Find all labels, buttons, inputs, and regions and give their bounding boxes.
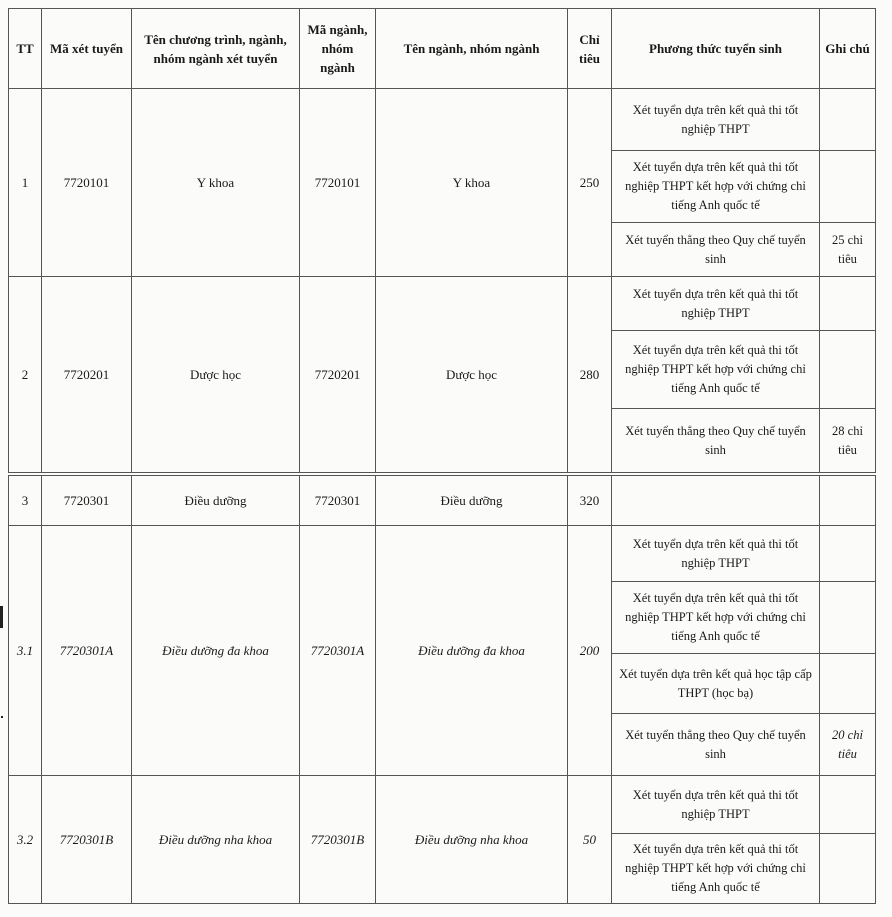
note-cell <box>820 654 876 714</box>
row-chi-tieu: 250 <box>568 89 612 277</box>
row-ma-nganh: 7720301A <box>300 526 376 776</box>
row-tt: 3.1 <box>9 526 42 776</box>
note-cell <box>820 331 876 409</box>
row-ten-nganh: Điều dưỡng nha khoa <box>376 776 568 904</box>
row-ten-nganh: Điều dưỡng <box>376 476 568 526</box>
row-chi-tieu: 280 <box>568 277 612 473</box>
note-cell <box>820 582 876 654</box>
header-row <box>9 9 876 89</box>
row-ten-chuong-trinh: Điều dưỡng nha khoa <box>132 776 300 904</box>
note-cell <box>820 277 876 331</box>
method-cell: Xét tuyển dựa trên kết quả thi tốt nghiệp THPT kết hợp với chứng chỉ tiếng Anh quốc tế <box>612 582 820 654</box>
row-chi-tieu: 50 <box>568 776 612 904</box>
note-cell: 25 chỉ tiêu <box>820 223 876 277</box>
row-ma-xet-tuyen: 7720101 <box>42 89 132 277</box>
header-ghi-chu: Ghi chú <box>820 9 876 89</box>
header-phuong-thuc: Phương thức tuyển sinh <box>612 9 820 89</box>
row-ten-nganh: Điều dưỡng đa khoa <box>376 526 568 776</box>
row-ma-nganh: 7720101 <box>300 89 376 277</box>
method-cell: Xét tuyển thẳng theo Quy chế tuyển sinh <box>612 409 820 473</box>
note-cell <box>820 526 876 582</box>
row-ma-xet-tuyen: 7720301 <box>42 476 132 526</box>
method-cell: Xét tuyển thẳng theo Quy chế tuyển sinh <box>612 223 820 277</box>
note-cell: 20 chỉ tiêu <box>820 714 876 776</box>
row-ten-chuong-trinh: Điều dưỡng <box>132 476 300 526</box>
header-ma-nganh: Mã ngành, nhóm ngành <box>300 9 376 89</box>
header-ten-nganh: Tên ngành, nhóm ngành <box>376 9 568 89</box>
header-tt: TT <box>9 9 42 89</box>
row-ma-xet-tuyen: 7720301A <box>42 526 132 776</box>
header-chi-tieu: Chỉ tiêu <box>568 9 612 89</box>
method-cell: Xét tuyển dựa trên kết quả thi tốt nghiệp THPT <box>612 277 820 331</box>
note-cell: 28 chỉ tiêu <box>820 409 876 473</box>
method-cell: Xét tuyển dựa trên kết quả thi tốt nghiệp THPT <box>612 776 820 834</box>
method-cell: Xét tuyển dựa trên kết quả thi tốt nghiệp THPT <box>612 89 820 151</box>
row-ma-nganh: 7720301 <box>300 476 376 526</box>
table-row <box>9 776 876 834</box>
row-chi-tieu: 200 <box>568 526 612 776</box>
row-tt: 2 <box>9 277 42 473</box>
method-cell <box>612 476 820 526</box>
row-ten-chuong-trinh: Điều dưỡng đa khoa <box>132 526 300 776</box>
row-ten-chuong-trinh: Dược học <box>132 277 300 473</box>
scan-edge-mark <box>0 606 3 628</box>
table-row <box>9 89 876 151</box>
table-row <box>9 277 876 331</box>
note-cell <box>820 476 876 526</box>
row-ma-xet-tuyen: 7720201 <box>42 277 132 473</box>
note-cell <box>820 89 876 151</box>
row-ma-xet-tuyen: 7720301B <box>42 776 132 904</box>
header-ma-xet-tuyen: Mã xét tuyển <box>42 9 132 89</box>
table-row <box>9 476 876 526</box>
admissions-table-part-2 <box>8 475 876 904</box>
row-ten-nganh: Y khoa <box>376 89 568 277</box>
note-cell <box>820 776 876 834</box>
method-cell: Xét tuyển dựa trên kết quả thi tốt nghiệp THPT kết hợp với chứng chỉ tiếng Anh quốc tế <box>612 331 820 409</box>
row-tt: 3.2 <box>9 776 42 904</box>
table-row <box>9 526 876 582</box>
row-chi-tieu: 320 <box>568 476 612 526</box>
row-ten-nganh: Dược học <box>376 277 568 473</box>
note-cell <box>820 151 876 223</box>
method-cell: Xét tuyển dựa trên kết quả thi tốt nghiệp THPT kết hợp với chứng chỉ tiếng Anh quốc tế <box>612 151 820 223</box>
row-tt: 1 <box>9 89 42 277</box>
scan-edge-dot <box>1 716 3 718</box>
row-ma-nganh: 7720201 <box>300 277 376 473</box>
admissions-table-part-1 <box>8 8 876 473</box>
method-cell: Xét tuyển dựa trên kết quả thi tốt nghiệp THPT <box>612 526 820 582</box>
method-cell: Xét tuyển thẳng theo Quy chế tuyển sinh <box>612 714 820 776</box>
row-tt: 3 <box>9 476 42 526</box>
method-cell: Xét tuyển dựa trên kết quả thi tốt nghiệp THPT kết hợp với chứng chỉ tiếng Anh quốc tế <box>612 834 820 904</box>
row-ten-chuong-trinh: Y khoa <box>132 89 300 277</box>
note-cell <box>820 834 876 904</box>
row-ma-nganh: 7720301B <box>300 776 376 904</box>
method-cell: Xét tuyển dựa trên kết quả học tập cấp THPT (học bạ) <box>612 654 820 714</box>
header-ten-chuong-trinh: Tên chương trình, ngành, nhóm ngành xét tuyển <box>132 9 300 89</box>
